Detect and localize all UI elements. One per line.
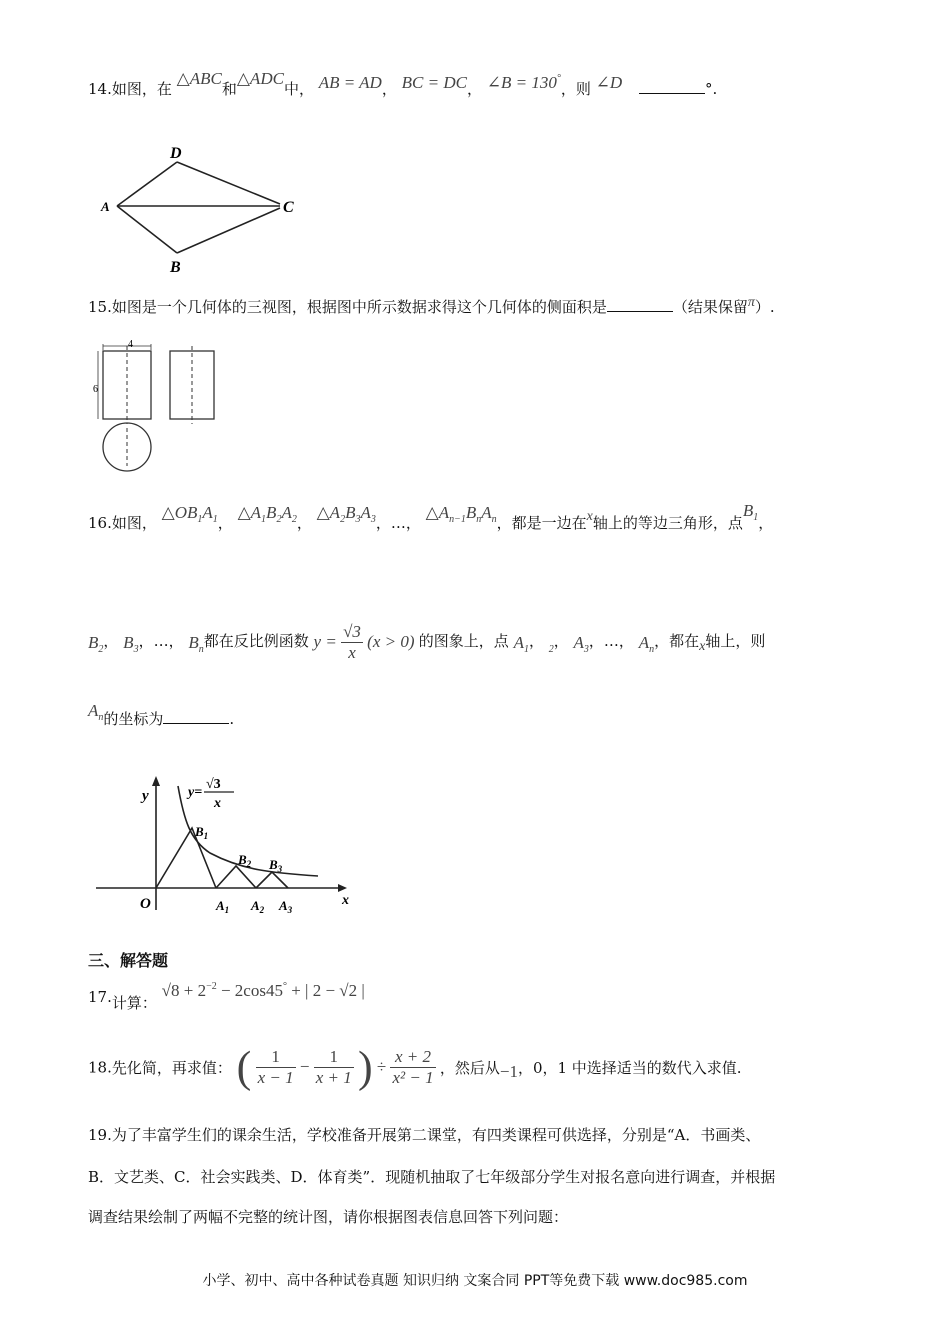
question-14 (88, 69, 718, 99)
q17-text: 计算： (111, 994, 157, 1012)
q16-an2-sub: n (98, 712, 104, 723)
q19-text-1: 为了丰富学生们的课余生活，学校准备开展第二课堂，有四类课程可供选择，分别是“A．书画类、 (111, 1126, 761, 1144)
section-heading: 三、解答题 (88, 951, 169, 970)
q18-value-neg1: −1 (499, 1061, 518, 1081)
q18-f1-num: 1 (256, 1047, 296, 1068)
q16-t3-c: B (345, 503, 356, 522)
question-16-line-1: 16.如图， $\triangle OB_1A_1$， $\triangle A_1B_2A_2$， $\triangle A_2B_3A_3$，…， $\triangle A_{n-1}B_nA_n$，都是一边在x轴上的等边三角形，点$B_1$， (88, 501, 774, 532)
q16-t3-d: 3 (355, 514, 361, 525)
q14-answer-blank[interactable] (639, 93, 705, 94)
q18-text-2: ，然后从 (439, 1059, 500, 1077)
q16-function (313, 622, 419, 662)
q16-text-4: 都在反比例函数 (203, 631, 309, 650)
q16-number: 16. (88, 514, 112, 532)
q18-fraction-3 (390, 1047, 435, 1087)
question-18 (88, 1042, 742, 1093)
q16-an (638, 632, 655, 655)
question-19-line-3: 调查结果绘制了两幅不完整的统计图，请你根据图表信息回答下列问题： (88, 1208, 569, 1226)
q18-fraction-2 (314, 1047, 354, 1087)
q16-a2-sub: 2 (548, 643, 554, 655)
fig16-label-b3: $B_3$ (269, 857, 283, 874)
q16-text-7: 轴上，则 (705, 631, 766, 650)
q16-t2-b: 1 (261, 514, 267, 525)
fig16-label-a1: $A_1$ (216, 898, 230, 915)
q16-fn-num: √3 (343, 622, 361, 641)
q16-b3-letter: B (123, 632, 134, 652)
q16-a3-letter: A (573, 632, 584, 652)
q16-comma: ， (758, 514, 774, 532)
fig16-origin-label: O (140, 896, 151, 912)
q14-condition-2: BC = DC (401, 73, 467, 92)
q16-t1-d: 1 (212, 514, 218, 525)
q16-triangle-1 (161, 503, 218, 525)
q16-a2 (548, 633, 554, 655)
q14-angle-b: ∠B = 130 (486, 73, 557, 92)
figure-15-three-views (88, 336, 228, 481)
q16-triangle-2 (237, 503, 297, 525)
q14-condition-3 (487, 73, 561, 92)
q18-right-paren: ) (357, 1043, 373, 1092)
q18-f3-num: x + 2 (390, 1047, 435, 1068)
q16-t3-f: 3 (370, 514, 376, 525)
q18-text: 先化简，再求值： (111, 1059, 232, 1077)
q15-pi: π (747, 295, 755, 310)
q15-answer-blank[interactable] (607, 311, 673, 312)
q16-text-2: ，都是一边在 (496, 514, 587, 532)
q14-and: 和 (221, 80, 237, 98)
q16-bn (188, 632, 204, 655)
q16-a1-letter: A (513, 632, 524, 652)
q18-text-3: ，0，1 中选择适当的数代入求值. (517, 1059, 742, 1077)
q16-dots-3: … (603, 631, 619, 650)
q16-a3-sub: 3 (583, 643, 589, 655)
q16-x-var: x (586, 509, 593, 524)
question-19-line-2: B．文艺类、C．社会实践类、D．体育类”．现随机抽取了七年级部分学生对报名意向进行调查，并根据 (88, 1168, 776, 1186)
q16-b1-letter: B (742, 501, 754, 520)
q19-number: 19. (88, 1126, 112, 1144)
q17-number: 17. (88, 988, 112, 1006)
q16-an2-letter: A (88, 701, 99, 720)
figure-14-quadrilateral (95, 140, 310, 280)
question-16-line-3 (88, 701, 235, 731)
fig16-label-a3: $A_3$ (279, 898, 293, 915)
question-17 (88, 981, 365, 1012)
q16-dots-2: … (153, 631, 169, 650)
q16-b2-sub: 2 (98, 643, 104, 655)
q16-bn-letter: B (188, 632, 199, 652)
q17-expr-2: − 2cos45 (216, 981, 283, 1000)
fig16-fn-den: x (214, 796, 221, 811)
q16-text-3: 轴上的等边三角形，点 (592, 514, 743, 532)
q15-note-end: ）. (754, 298, 775, 316)
q16-a1-sub: 1 (523, 643, 529, 655)
q14-sep2: ， (466, 80, 482, 98)
fig16-label-b1: $B_1$ (195, 824, 209, 841)
q16-b1 (742, 501, 759, 523)
q16-tn-f: n (491, 514, 497, 525)
q16-fn-den: x (348, 642, 356, 662)
q14-degree-suffix: °. (704, 80, 718, 98)
q16-t2-d: 2 (276, 514, 282, 525)
q16-tn-a: △A (425, 503, 450, 522)
q16-tn-d: n (476, 514, 482, 525)
q18-f1-den: x − 1 (257, 1068, 294, 1087)
q15-number: 15. (88, 298, 112, 316)
fig16-y-axis-label: y (142, 788, 149, 804)
q18-f2-num: 1 (314, 1047, 354, 1068)
q16-dots: … (390, 514, 406, 532)
fig16-label-a2: $A_2$ (251, 898, 265, 915)
q16-t3-a: △A (316, 503, 341, 522)
q16-text-5: 的图象上，点 (418, 631, 509, 650)
q16-t2-a: △A (237, 503, 262, 522)
fig15-height-label: 6 (93, 384, 98, 395)
q14-sep1: ， (381, 80, 397, 98)
q17-expr-3: + | 2 − √2 | (286, 981, 365, 1000)
fig14-label-a: A (101, 199, 110, 214)
q14-then: ，则 (560, 80, 591, 98)
q16-end: . (229, 710, 235, 728)
q16-t2-e: A (281, 503, 292, 522)
q16-t3-b: 2 (340, 514, 346, 525)
q17-exp: −2 (206, 981, 217, 992)
fig15-width-label: 4 (128, 339, 133, 350)
q16-a1 (513, 632, 529, 655)
q16-t1-a: △OB (161, 503, 198, 522)
figure-16-graph (92, 770, 357, 920)
q17-expr-1: √8 + 2 (161, 981, 207, 1000)
q14-condition-1: AB = AD (318, 73, 382, 92)
page-footer: 小学、初中、高中各种试卷真题 知识归纳 文案合同 PPT等免费下载 www.doc985.com (202, 1273, 748, 1289)
q18-left-paren: ( (236, 1043, 252, 1092)
q16-answer-blank[interactable] (163, 723, 229, 724)
q16-b1-sub: 1 (753, 512, 759, 523)
q16-fn-cond: (x > 0) (367, 632, 415, 652)
q14-degree: ° (556, 73, 561, 84)
fig16-x-axis-label: x (342, 893, 349, 908)
q16-x-var-2: x (699, 638, 706, 654)
q17-deg: ° (282, 981, 287, 992)
q16-an-sub: n (649, 643, 655, 655)
q16-t1-b: 1 (197, 514, 203, 525)
q16-tn-e: A (481, 503, 492, 522)
q16-fn-y: y = (313, 632, 337, 652)
q14-number: 14. (88, 80, 112, 98)
fig16-fn-num: √3 (206, 777, 221, 792)
q16-fn-fraction (341, 622, 363, 662)
fig16-label-b2: $B_2$ (238, 852, 252, 869)
q16-b2-letter: B (88, 632, 99, 652)
q17-expression (162, 981, 365, 1000)
q14-triangle-abc: △ABC (176, 69, 222, 88)
q16-text-8: 的坐标为 (103, 710, 164, 728)
q18-number: 18. (88, 1058, 112, 1077)
q16-tn-b: n−1 (449, 514, 466, 525)
q16-bn-sub: n (198, 643, 204, 655)
q16-t2-f: 2 (291, 514, 297, 525)
q18-divide: ÷ (376, 1057, 387, 1077)
q16-text-1: 如图， (111, 514, 157, 532)
q18-fraction-1 (256, 1047, 296, 1087)
fig14-label-c: C (283, 199, 294, 216)
q15-text: 如图是一个几何体的三视图，根据图中所示数据求得这个几何体的侧面积是 (111, 298, 607, 316)
q16-an-letter: A (638, 632, 650, 652)
q16-a3 (573, 632, 589, 655)
fig16-fn-eq: y= (188, 785, 203, 800)
q16-triangle-n (425, 503, 497, 525)
q16-b3-sub: 3 (133, 643, 139, 655)
q18-f3-den: x² − 1 (392, 1068, 434, 1087)
q18-f2-den: x + 1 (315, 1068, 352, 1087)
question-19-line-1 (88, 1124, 760, 1145)
q16-b2 (88, 632, 104, 655)
q15-note: （结果保留 (672, 298, 748, 316)
question-16-line-2: $B_2$， $B_3$，…， $B_n$都在反比例函数 y = $\frac{√3}{x}$ (x > 0) 的图象上，点 $A_1$， $_2$， $A_3$，…， $A_n$，都在x轴上，则 (88, 622, 766, 662)
q16-text-6: 都在 (669, 631, 700, 650)
q14-target-angle: ∠D (595, 73, 623, 92)
fig14-label-b: B (170, 259, 181, 276)
q18-minus: − (299, 1057, 310, 1077)
q16-b3 (123, 632, 139, 655)
q18-expression (236, 1043, 440, 1092)
fig14-label-d: D (170, 145, 182, 162)
q16-triangle-3 (316, 503, 376, 525)
q14-text: 如图，在 (111, 80, 172, 98)
q14-zhong: 中， (283, 80, 314, 98)
q16-an-2 (88, 701, 104, 723)
q16-tn-c: B (465, 503, 477, 522)
q16-t3-e: A (360, 503, 371, 522)
question-15 (88, 296, 775, 317)
q14-triangle-adc: △ADC (236, 69, 284, 88)
q16-t2-c: B (266, 503, 277, 522)
q16-t1-c: A (202, 503, 213, 522)
